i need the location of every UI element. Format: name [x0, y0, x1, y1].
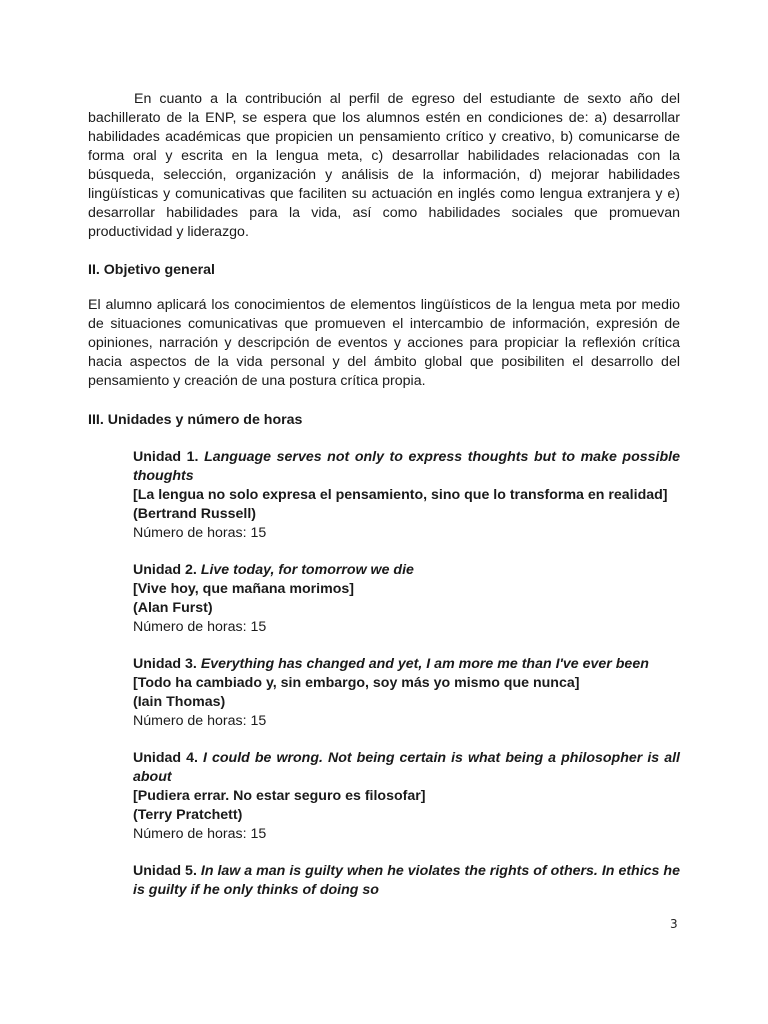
unit-title — [133, 655, 680, 674]
objective-paragraph: El alumno aplicará los conocimientos de elementos lingüísticos de la lengua meta por medio de situaciones comunicativas que promueven el intercambio de información, expresión de opiniones, narración y descripción de eventos y acciones para propiciar la reflexión crítica hacia aspectos de la vida personal y del ámbito global que posibiliten el desarrollo del pensamiento y creación de una postura crítica propia. — [88, 297, 680, 389]
unit-quote: In law a man is guilty when he violates the rights of others. In ethics he is guilty if he only thinks of doing so — [133, 863, 680, 898]
unit-translation: [Pudiera errar. No estar seguro es filosofar] — [133, 788, 426, 804]
unit-4 — [133, 749, 680, 844]
intro-paragraph: En cuanto a la contribución al perfil de egreso del estudiante de sexto año del bachillerato de la ENP, se espera que los alumnos estén en condiciones de: a) desarrollar habilidades académicas que propicien un pensamiento crítico y creativo, b) comunicarse de forma oral y escrita en la lengua meta, c) desarrollar habilidades relacionadas con la búsqueda, selección, organización y análisis de la información, d) mejorar habilidades lingüísticas y comunicativas que faciliten su actuación en inglés como lengua extranjera y e) desarrollar habilidades para la vida, así como habilidades sociales que promuevan productividad y liderazgo. — [88, 91, 680, 240]
unit-hours: Número de horas: 15 — [133, 619, 267, 635]
unit-translation: [Todo ha cambiado y, sin embargo, soy más yo mismo que nunca] — [133, 675, 580, 691]
unit-5 — [133, 862, 680, 900]
unit-3 — [133, 655, 680, 731]
unit-translation: [Vive hoy, que mañana morimos] — [133, 581, 355, 597]
unit-quote: I could be wrong. Not being certain is what being a philosopher is all about — [133, 750, 680, 785]
unit-quote: Everything has changed and yet, I am more me than I've ever been — [200, 656, 649, 672]
unit-title — [133, 862, 680, 900]
units-heading: III. Unidades y número de horas — [88, 412, 303, 428]
unit-label: Unidad 4. — [133, 750, 198, 766]
unit-1 — [133, 448, 680, 543]
unit-title — [133, 749, 680, 787]
unit-label: Unidad 1. — [133, 449, 199, 465]
objective-heading: II. Objetivo general — [88, 262, 215, 278]
unit-label: Unidad 3. — [133, 656, 197, 672]
unit-2 — [133, 561, 680, 637]
unit-label: Unidad 5. — [133, 863, 197, 879]
unit-quote: Language serves not only to express thoughts but to make possible thoughts — [133, 449, 680, 484]
unit-author: (Terry Pratchett) — [133, 807, 243, 823]
unit-label: Unidad 2. — [133, 562, 197, 578]
unit-translation: [La lengua no solo expresa el pensamiento, sino que lo transforma en realidad] — [133, 487, 668, 503]
unit-author: (Bertrand Russell) — [133, 506, 256, 522]
page-number: 3 — [670, 917, 678, 931]
unit-hours: Número de horas: 15 — [133, 525, 267, 541]
unit-title — [133, 448, 680, 486]
unit-author: (Alan Furst) — [133, 600, 213, 616]
unit-author: (Iain Thomas) — [133, 694, 226, 710]
unit-quote: Live today, for tomorrow we die — [200, 562, 414, 578]
unit-hours: Número de horas: 15 — [133, 826, 267, 842]
unit-title — [133, 561, 680, 580]
unit-hours: Número de horas: 15 — [133, 713, 267, 729]
